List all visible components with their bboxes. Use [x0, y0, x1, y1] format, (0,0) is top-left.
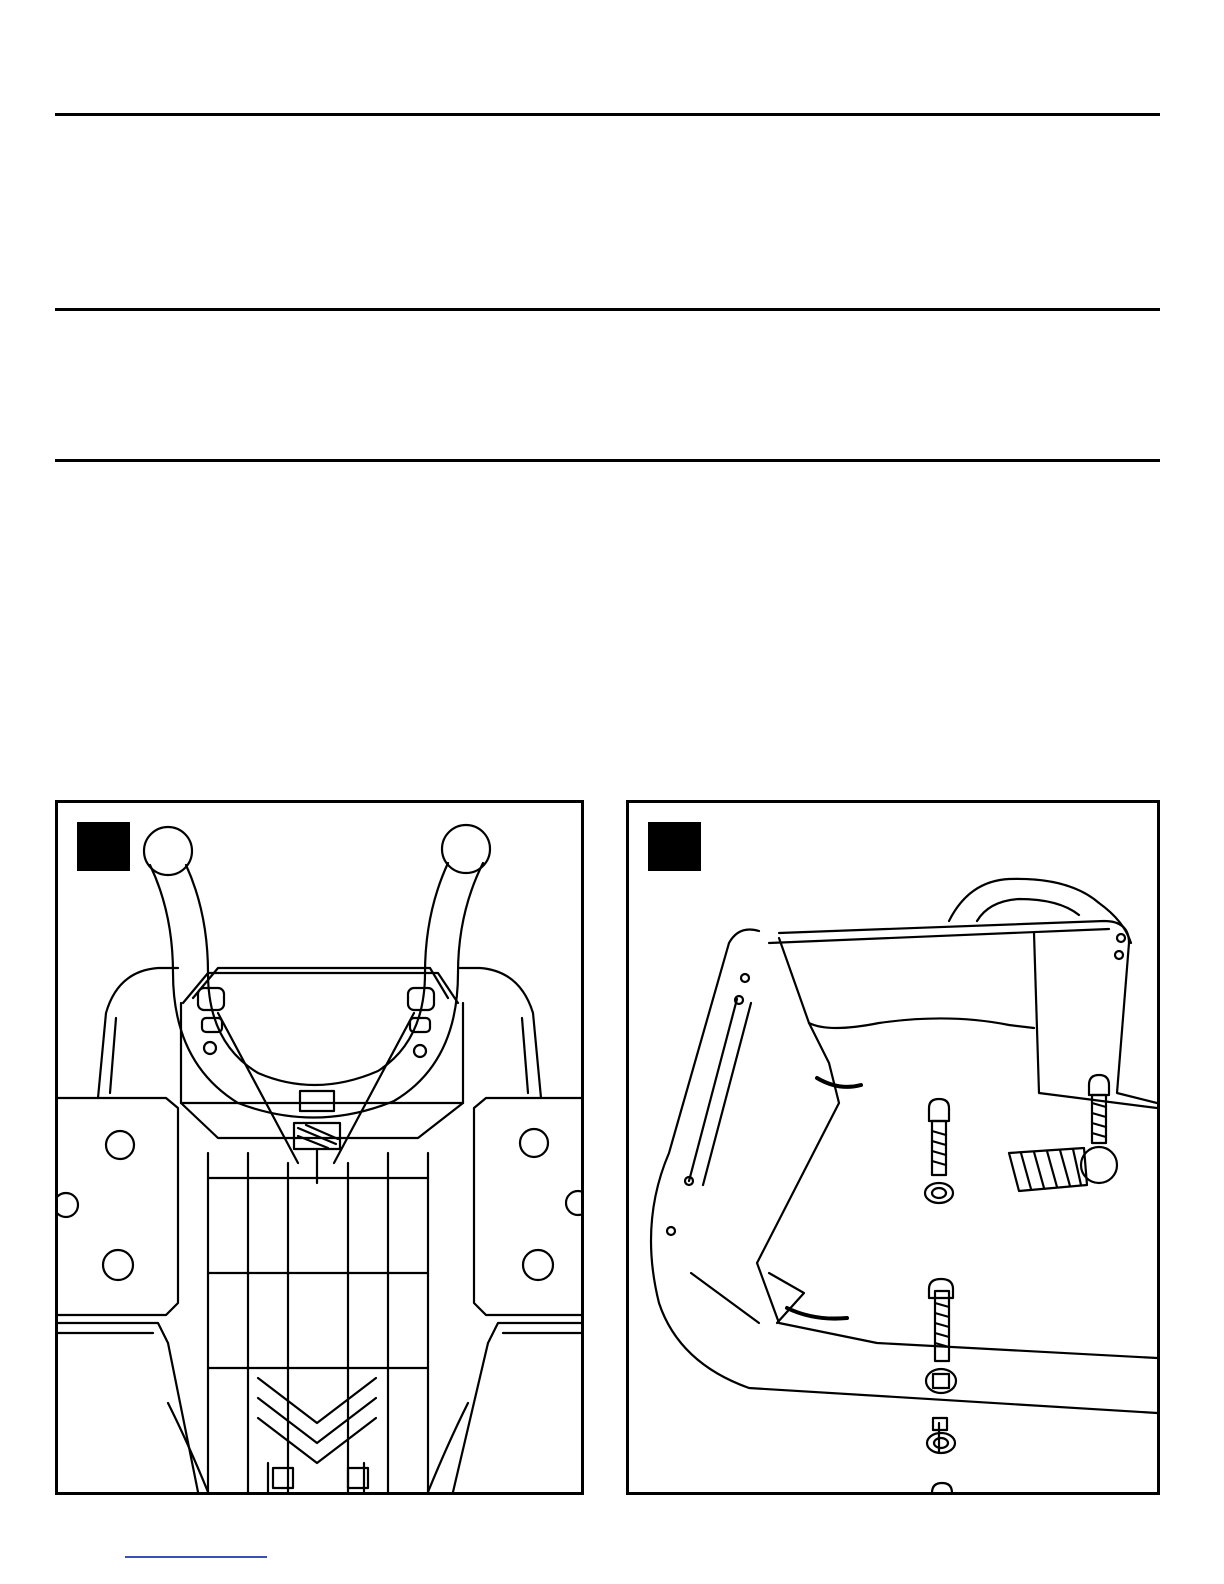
section-divider-bottom [55, 459, 1160, 462]
section-divider-middle [55, 308, 1160, 311]
section-divider-top [55, 113, 1160, 116]
page-link-underline[interactable] [125, 1556, 267, 1558]
handlebar-assembly-drawing [58, 803, 581, 1492]
seat-bolt-assembly-figure [626, 800, 1160, 1495]
handlebar-assembly-figure [55, 800, 584, 1495]
seat-bolt-assembly-drawing [629, 803, 1157, 1492]
